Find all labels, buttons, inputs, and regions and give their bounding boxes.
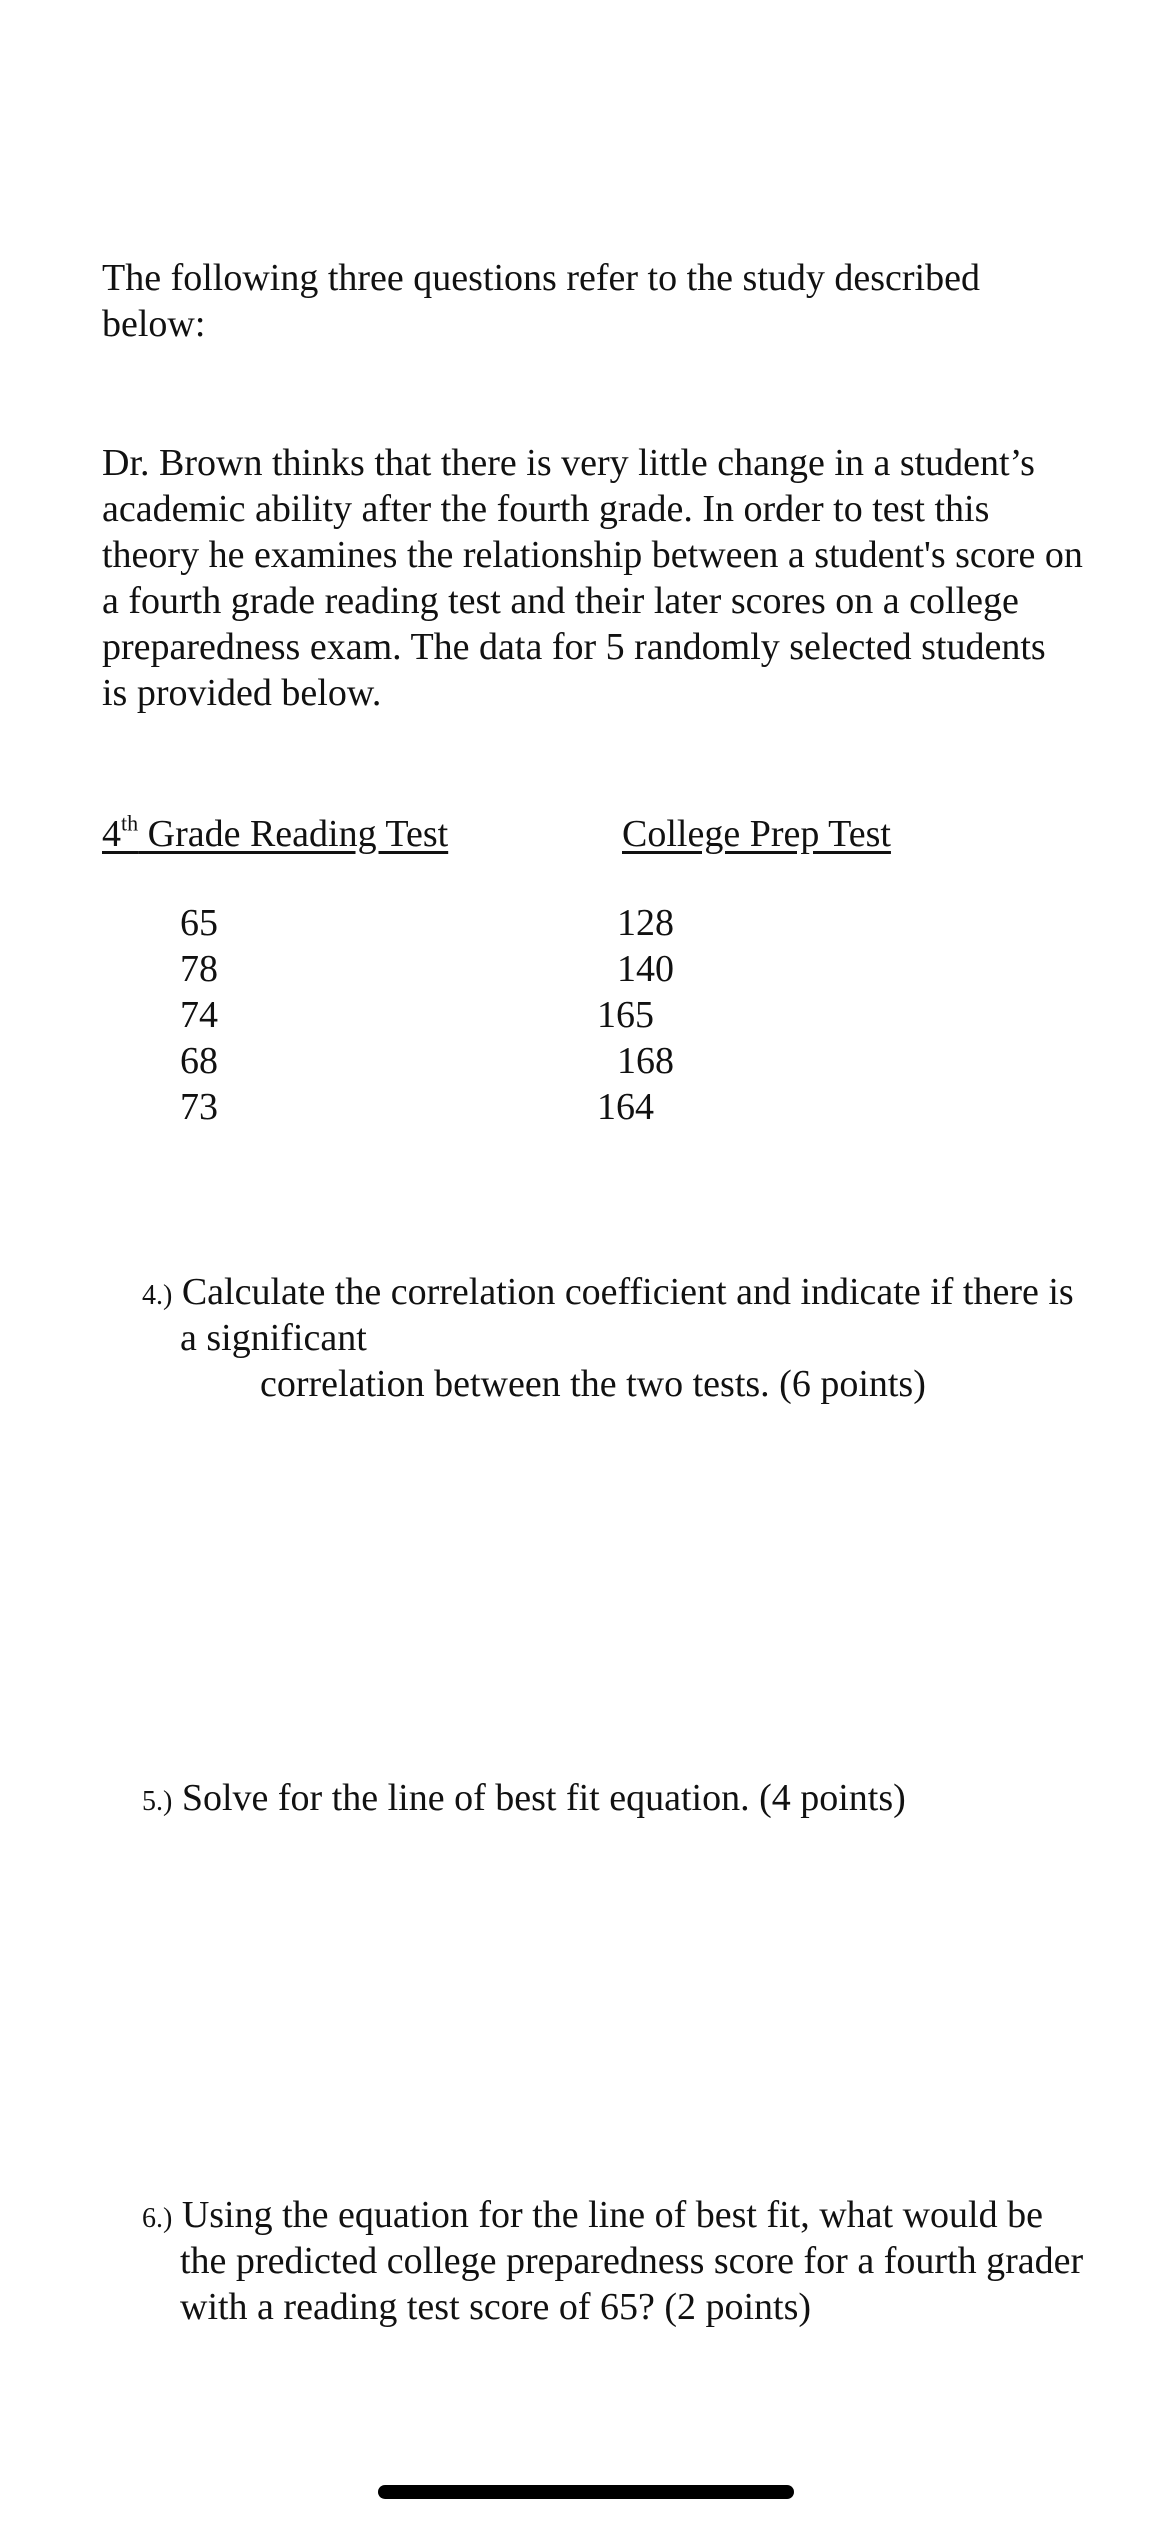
question-number: 4.): [142, 1280, 173, 1311]
reading-test-header: [102, 811, 448, 857]
reading-header-superscript: th: [121, 810, 139, 836]
question-line: [142, 2192, 1043, 2242]
intro-line: The following three questions refer to the study described: [102, 257, 980, 299]
description-line: academic ability after the fourth grade. In order to test this: [102, 488, 990, 530]
question-line: [142, 1775, 906, 1825]
college-score-cell: 140: [617, 948, 674, 990]
college-prep-header: College Prep Test: [622, 813, 891, 855]
college-score-cell: 165: [597, 994, 654, 1036]
description-line: a fourth grade reading test and their later scores on a college: [102, 580, 1019, 622]
question-text: Using the equation for the line of best fit, what would be: [181, 2194, 1043, 2236]
question-line: with a reading test score of 65? (2 points): [180, 2286, 812, 2328]
intro-paragraph: [102, 255, 980, 347]
study-description: [102, 440, 1083, 716]
description-line: theory he examines the relationship between a student's score on: [102, 534, 1083, 576]
reading-score-cell: 68: [180, 1040, 218, 1082]
reading-score-cell: 78: [180, 948, 218, 990]
reading-score-cell: 73: [180, 1086, 218, 1128]
question-line: a significant: [180, 1317, 367, 1359]
description-line: Dr. Brown thinks that there is very little change in a student’s: [102, 442, 1035, 484]
college-score-cell: 168: [617, 1040, 674, 1082]
question-number: 6.): [142, 2203, 173, 2234]
question-text: Calculate the correlation coefficient and indicate if there is: [181, 1271, 1074, 1313]
description-line: is provided below.: [102, 672, 382, 714]
question-line: the predicted college preparedness score for a fourth grader: [180, 2240, 1084, 2282]
reading-score-cell: 74: [180, 994, 218, 1036]
question-line: correlation between the two tests. (6 points): [260, 1363, 926, 1405]
question-text: Solve for the line of best fit equation. (4 points): [181, 1777, 906, 1819]
reading-header-number: 4: [102, 813, 121, 855]
description-line: preparedness exam. The data for 5 randomly selected students: [102, 626, 1046, 668]
question-number: 5.): [142, 1786, 173, 1817]
reading-score-cell: 65: [180, 902, 218, 944]
college-score-cell: 128: [617, 902, 674, 944]
reading-header-text: Grade Reading Test: [138, 813, 449, 855]
question-line: [142, 1269, 1074, 1319]
college-score-cell: 164: [597, 1086, 654, 1128]
intro-line: below:: [102, 303, 206, 345]
home-indicator[interactable]: [378, 2485, 794, 2499]
